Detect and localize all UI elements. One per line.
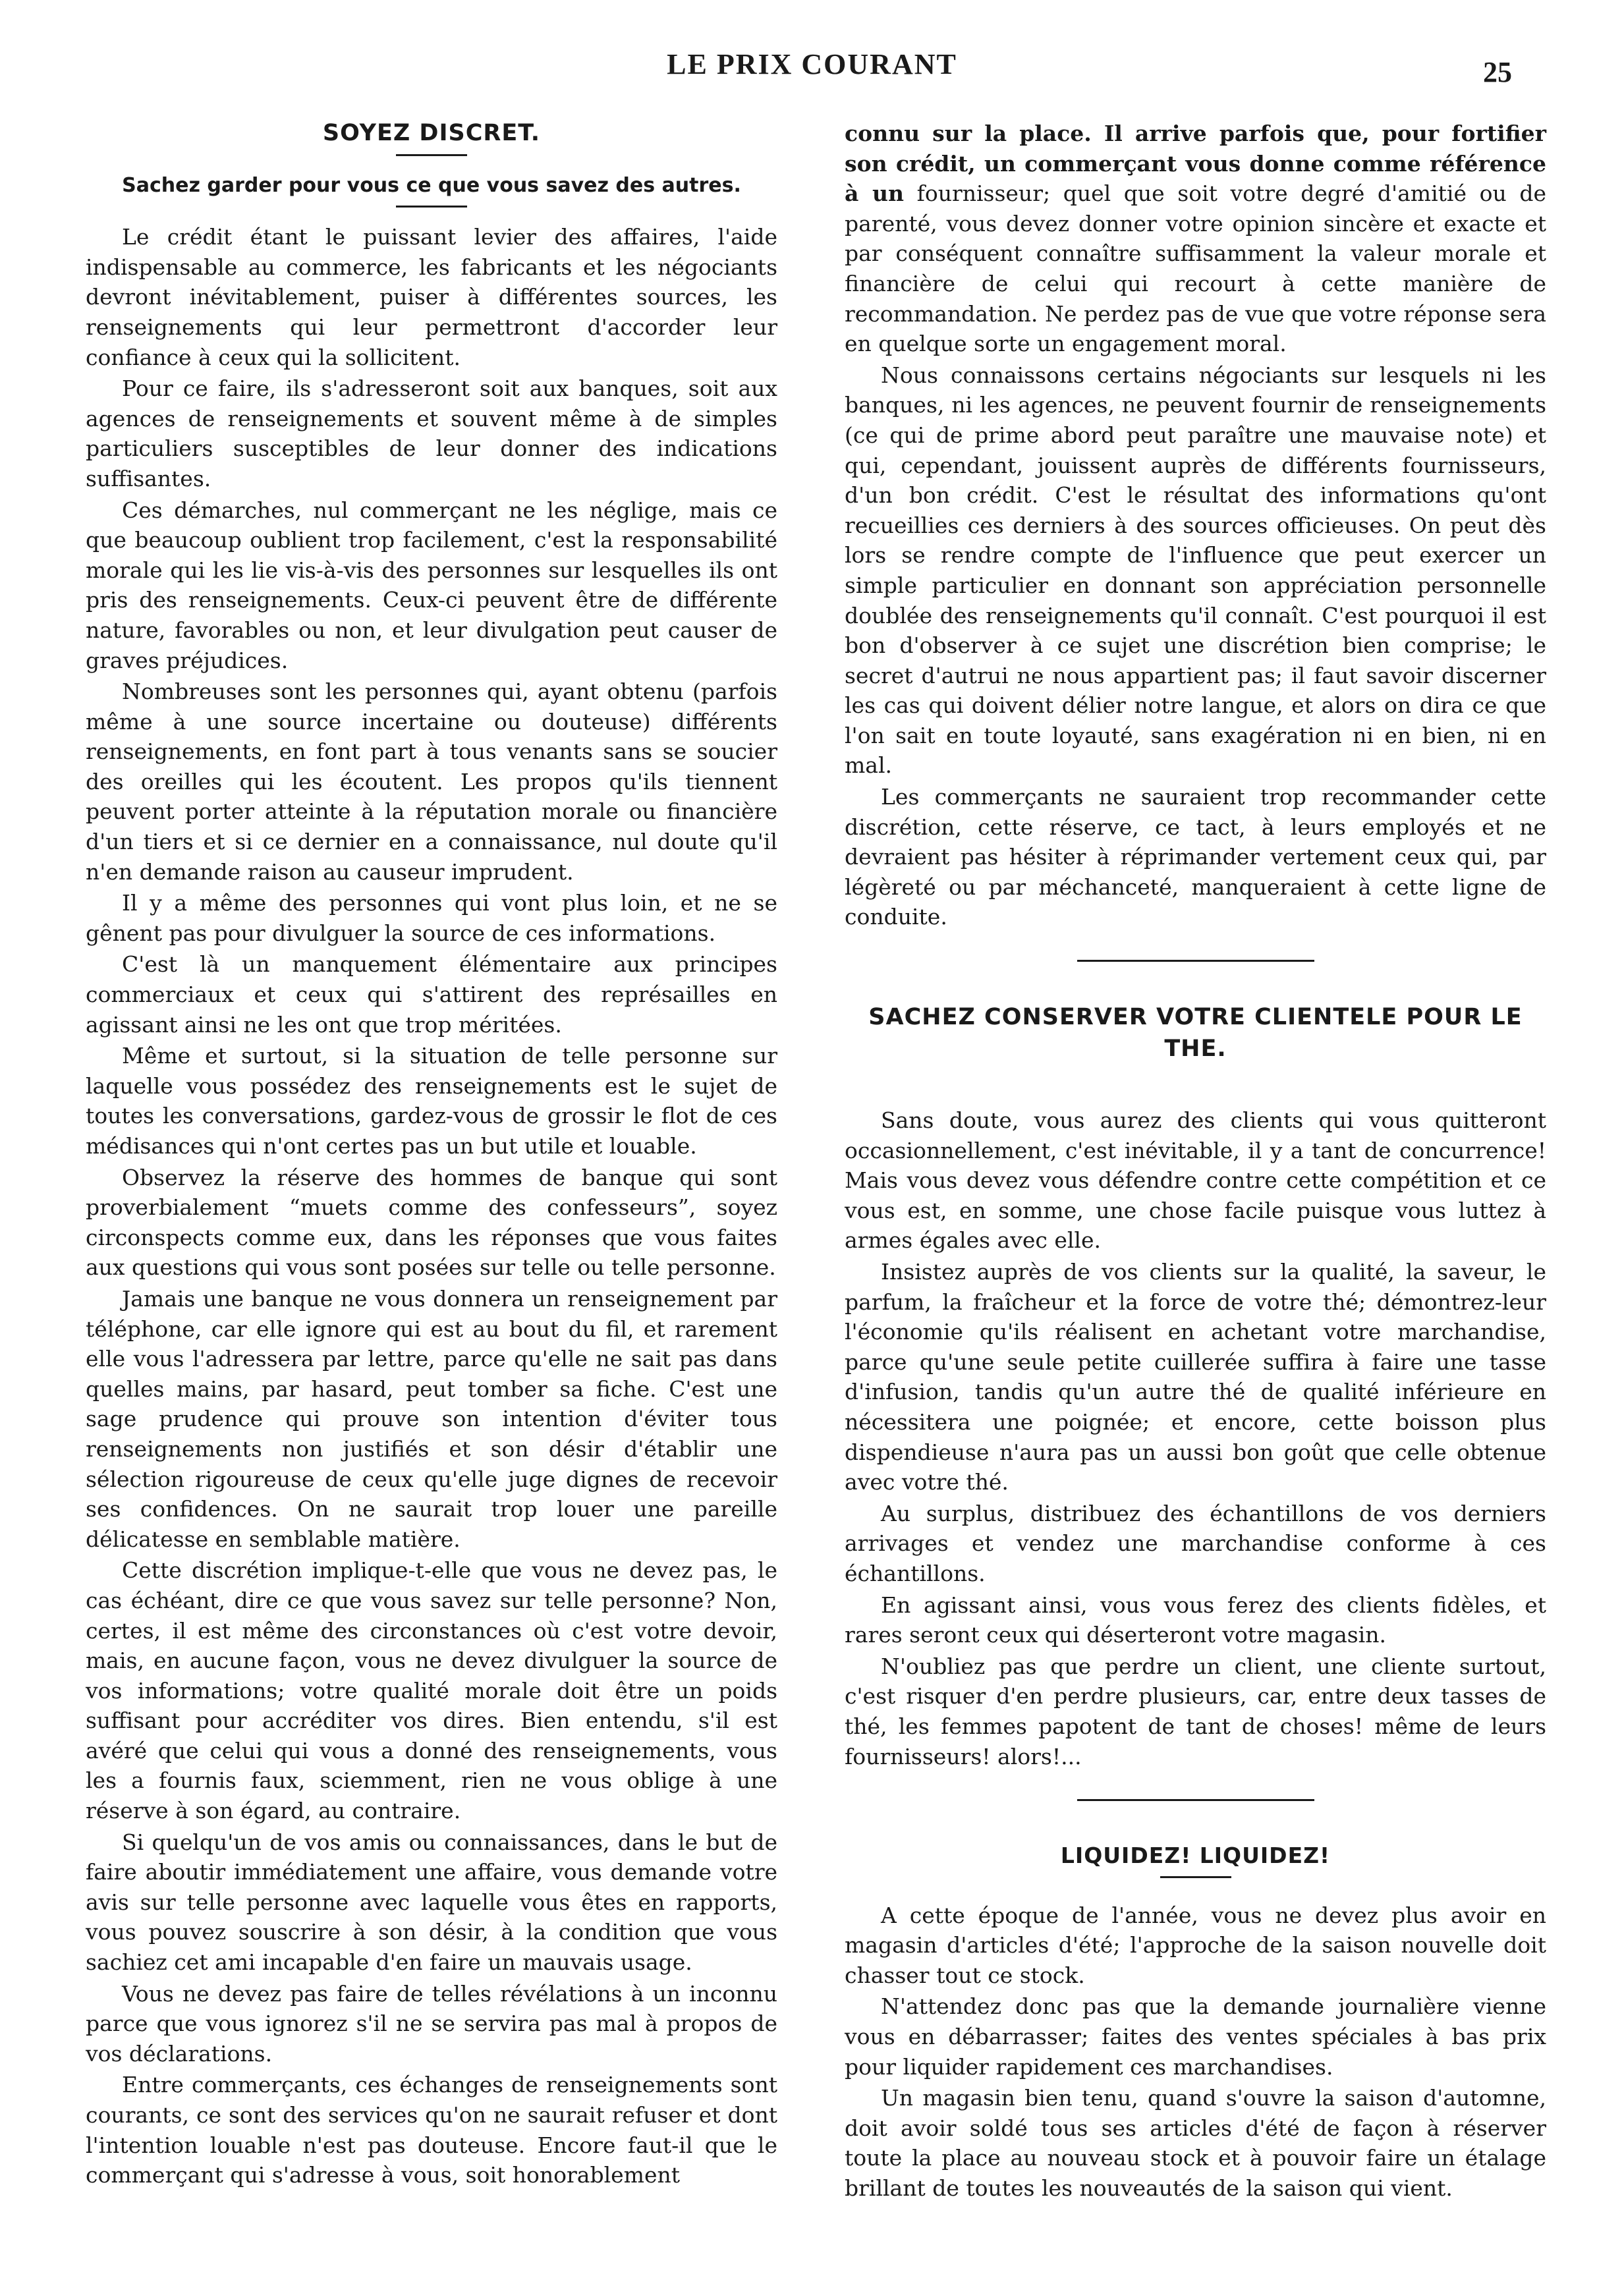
continued-paragraph — [845, 119, 1546, 359]
continued-text: fournisseur; quel que soit votre degré d'amitié ou de parenté, vous devez donner votre opinion sincère et exacte et par conséquent connaître suffisamment la valeur morale et financière de celui qui recourt à cette manière de recommandation. Ne perdez pas de vue que votre réponse sera en quelque sorte un engagement moral. — [845, 181, 1547, 357]
article-1-subtitle: Sachez garder pour vous ce que vous savez des autres. — [122, 173, 741, 197]
paragraph: Jamais une banque ne vous donnera un renseignement par téléphone, car elle ignore qui est au bout du fil, et rarement elle vous l'adressera par lettre, parce qu'elle ne sait pas dans quelles mains, par hasard, peut tomber sa fiche. C'est une sage prudence qui prouve son intention d'éviter tous renseignements non justifiés et son désir d'établir une sélection rigoureuse de ceux qu'elle juge dignes de recevoir ses confidences. On ne saurait trop louer une pareille délicatesse en semblable matière. — [86, 1285, 777, 1552]
paragraph: Entre commerçants, ces échanges de renseignements sont courants, ce sont des services qu'on ne saurait refuser et dont l'intention louable n'est pas douteuse. Encore faut-il que le commerçant qui s'adresse à vous, soit honorablement — [86, 2072, 777, 2188]
paragraph: Pour ce faire, ils s'adresseront soit aux banques, soit aux agences de renseignements et souvent même à de simples particuliers susceptibles de leur donner des indications suffisantes. — [86, 375, 777, 491]
subtitle-rule — [396, 206, 467, 208]
paragraph: C'est là un manquement élémentaire aux principes commerciaux et ceux qui s'attirent des représailles en agissant ainsi ne les ont que trop méritées. — [86, 951, 777, 1038]
article-2-title: SACHEZ CONSERVER VOTRE CLIENTELE POUR LE THE. — [868, 1004, 1523, 1063]
spacer — [845, 1065, 1546, 1105]
paragraph: Vous ne devez pas faire de telles révélations à un inconnu parce que vous ignorez s'il ne se servira pas mal à propos de vos déclarations. — [86, 1980, 777, 2067]
paragraph: N'oubliez pas que perdre un client, une cliente surtout, c'est risquer d'en perdre plusieurs, car, entre deux tasses de thé, les femmes papotent de tant de choses! même de leurs fournisseurs! alors!... — [845, 1653, 1546, 1769]
article-3-title: LIQUIDEZ! LIQUIDEZ! — [1060, 1843, 1331, 1869]
paragraph: En agissant ainsi, vous vous ferez des clients fidèles, et rares seront ceux qui déserteront votre magasin. — [845, 1592, 1546, 1648]
paragraph: Observez la réserve des hommes de banque qui sont proverbialement “muets comme des confesseurs”, soyez circonspects comme eux, dans les réponses que vous faites aux questions qui vous sont posées sur telle ou telle personne. — [86, 1164, 777, 1281]
section-divider — [1077, 1799, 1314, 1801]
page-number: 25 — [1483, 56, 1512, 88]
paragraph: Au surplus, distribuez des échantillons de vos derniers arrivages et vendez une marchandise conforme à ces échantillons. — [845, 1500, 1546, 1586]
paragraph: Un magasin bien tenu, quand s'ouvre la saison d'automne, doit avoir soldé tous ses articles d'été de façon à réserver toute la place au nouveau stock et à pouvoir faire un étalage brillant de toutes les nouveautés de la saison qui vient. — [845, 2085, 1546, 2202]
continued-bold-text: connu sur la place. Il arrive parfois que, pour fortifier son crédit, un commerçant vous donne comme référence à un — [845, 121, 1546, 207]
paragraph: Il y a même des personnes qui vont plus loin, et ne se gênent pas pour divulguer la source de ces informations. — [86, 890, 777, 946]
paragraph: Nous connaissons certains négociants sur lesquels ni les banques, ni les agences, ne peuvent fournir de renseignements (ce qui de prime abord peut paraître une mauvaise note) et qui, cependant, jouissent auprès de différents fournisseurs, d'un bon crédit. C'est le résultat des informations qu'ont recueillies ces derniers à des sources officieuses. On peut dès lors se rendre compte de l'influence que peut exercer un simple particulier en donnant son appréciation personnelle doublée des renseignements qu'il connaît. C'est pourquoi il est bon d'observer à ce sujet une discrétion bien comprise; le secret d'autrui ne nous appartient pas; il faut savoir discerner les cas qui doivent délier notre langue, et alors on dira ce que l'on sait en toute loyauté, sans exagération ni en bien, ni en mal. — [845, 362, 1546, 779]
paragraph: Cette discrétion implique-t-elle que vous ne devez pas, le cas échéant, dire ce que vous savez sur telle personne? Non, certes, il est même des circonstances où c'est votre devoir, mais, en aucune façon, vous ne devez divulguer la source de vos informations; votre qualité morale doit être un poids suffisant pour accréditer vos dires. Bien entendu, s'il est avéré que celui qui vous a donné des renseignements, vous les a fournis faux, sciemment, rien ne vous oblige à une réserve à son égard, au contraire. — [86, 1557, 777, 1824]
title-rule — [1160, 1876, 1231, 1878]
article-1-title: SOYEZ DISCRET. — [322, 120, 541, 146]
paragraph: Les commerçants ne sauraient trop recommander cette discrétion, cette réserve, ce tact, à leurs employés et ne devraient pas hésiter à réprimander vertement ceux qui, par légèreté ou par méchanceté, manqueraient à cette ligne de conduite. — [845, 784, 1546, 930]
paragraph: Insistez auprès de vos clients sur la qualité, la saveur, le parfum, la fraîcheur et la force de votre thé; démontrez-leur l'économie qu'ils réalisent en achetant votre marchandise, parce qu'une seule petite cuillerée suffira à faire une tasse d'infusion, tandis qu'un autre thé de qualité inférieure en nécessitera une poignée; et encore, cette boisson plus dispendieuse n'aura pas un aussi bon goût que celle obtenue avec votre thé. — [845, 1259, 1546, 1495]
paragraph: Sans doute, vous aurez des clients qui vous quitteront occasionnellement, c'est inévitable, il y a tant de concurrence! Mais vous devez vous défendre contre cette compétition et ce vous est, en somme, une chose facile puisque vous luttez à armes égales avec elle. — [845, 1107, 1546, 1254]
paragraph: A cette époque de l'année, vous ne devez plus avoir en magasin d'articles d'été; l'approche de la saison nouvelle doit chasser tout ce stock. — [845, 1902, 1546, 1988]
page-header-title: LE PRIX COURANT — [667, 48, 957, 80]
paragraph: Même et surtout, si la situation de telle personne sur laquelle vous possédez des renseignements est le sujet de toutes les conversations, gardez-vous de grossir le flot de ces médisances qui n'ont certes pas un but utile et louable. — [86, 1043, 777, 1159]
right-column — [845, 119, 1546, 2204]
section-divider — [1077, 960, 1314, 962]
paragraph: Le crédit étant le puissant levier des affaires, l'aide indispensable au commerce, les fabricants et les négociants devront inévitablement, puiser à différentes sources, les renseignements qui leur permettront d'accorder leur confiance à ceux qui la sollicitent. — [86, 224, 777, 370]
paragraph: Nombreuses sont les personnes qui, ayant obtenu (parfois même à une source incertaine ou douteuse) différents renseignements, en font part à tous venants sans se soucier des oreilles qui les écoutent. Les propos qu'ils tiennent peuvent porter atteinte à la réputation morale ou financière d'un tiers et si ce dernier en a connaissance, nul doute qu'il n'en demande raison au causeur imprudent. — [86, 679, 777, 885]
left-column — [86, 119, 777, 2190]
paragraph: Si quelqu'un de vos amis ou connaissances, dans le but de faire aboutir immédiatement une affaire, vous demande votre avis sur telle personne avec laquelle vous êtes en rapports, vous pouvez souscrire à son désir, à la condition que vous sachiez cet ami incapable d'en faire un mauvais usage. — [86, 1829, 777, 1976]
paragraph: N'attendez donc pas que la demande journalière vienne vous en débarrasser; faites des ventes spéciales à bas prix pour liquider rapidement ces marchandises. — [845, 1993, 1546, 2080]
title-rule — [396, 154, 467, 156]
paragraph: Ces démarches, nul commerçant ne les néglige, mais ce que beaucoup oublient trop facilement, c'est la responsabilité morale qui les lie vis-à-vis des personnes sur lesquelles ils ont pris des renseignements. Ceux-ci peuvent être de différente nature, favorables ou non, et leur divulgation peut causer de graves préjudices. — [86, 497, 777, 673]
